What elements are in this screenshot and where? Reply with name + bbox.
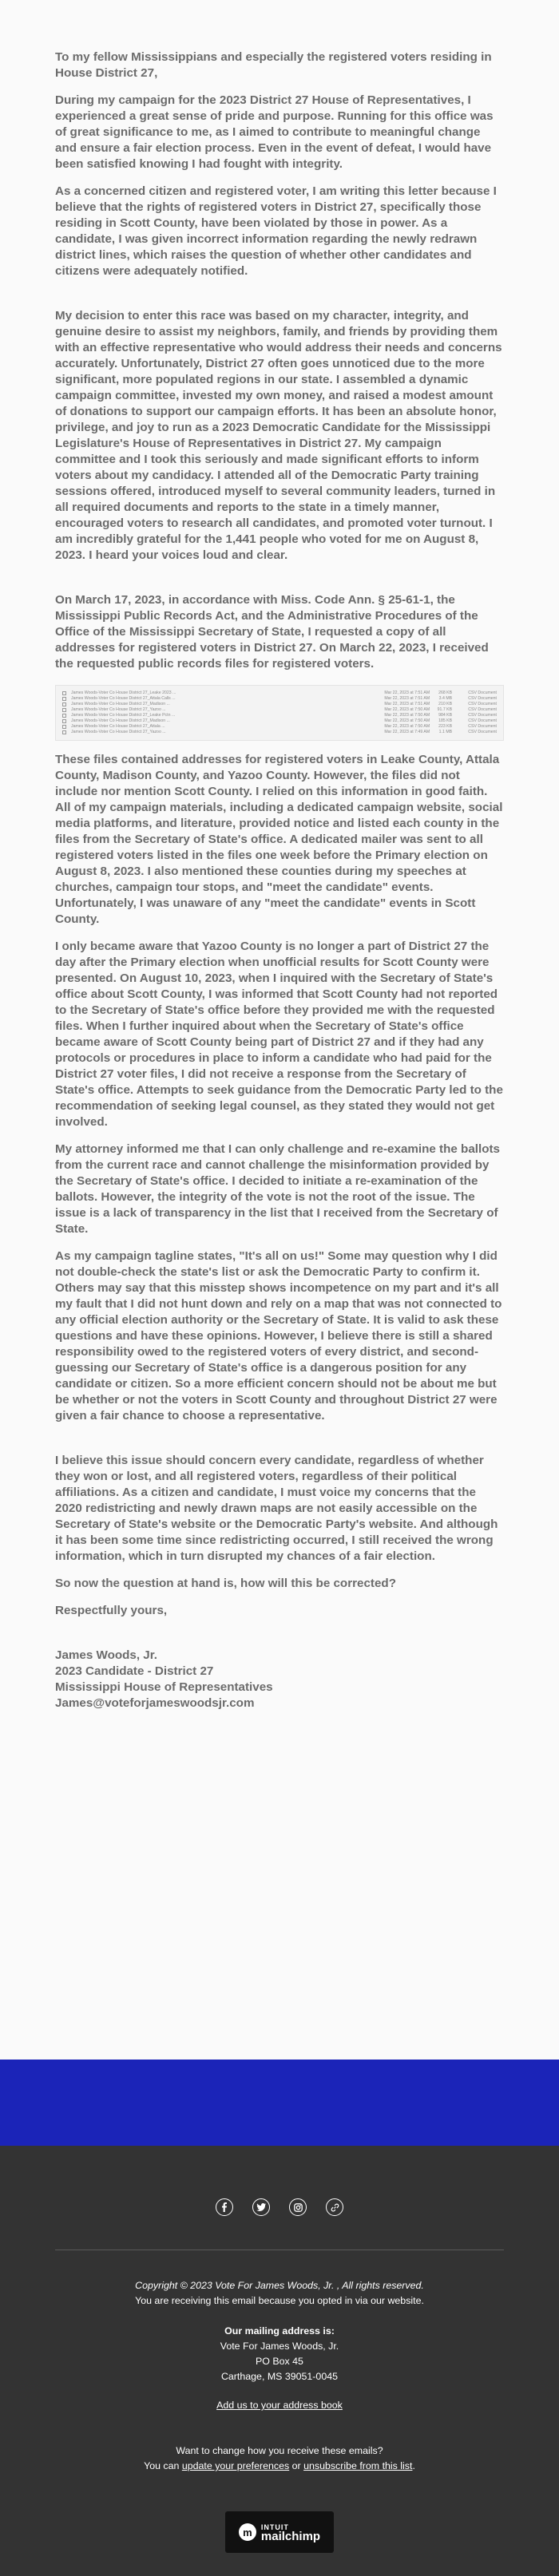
document-icon [62,697,66,701]
file-row[interactable] [62,690,497,696]
blue-band [0,2060,559,2146]
paragraph: So now the question at hand is, how will this be corrected? [55,1577,396,1590]
document-icon [62,708,66,712]
file-size: 223 KB [438,724,453,729]
paragraph: I believe this issue should concern every candidate, regardless of whether they won or lost, and all registered voters, regardless of their political affiliations. As a citizen and candidate, I must voice my concerns that the 2020 redistricting and newly drawn maps are not easily accessible on the Secretary of State's website or the Democratic Party's website. And although it has been some time since redistricting occurred, I still received the wrong information, which in turn disrupted my chances of a fair election. [55,1454,498,1563]
signature-email[interactable]: James@voteforjameswoodsjr.com [55,1696,255,1710]
unsubscribe-link[interactable]: unsubscribe from this list [303,2460,413,2471]
file-size: 984 KB [438,713,453,718]
file-name: James Woods-Voter Co House District 27_Leake Pctn ... [71,713,176,718]
file-date: Mar 22, 2023 at 7:50 AM [384,718,430,723]
file-name: James Woods-Voter Co House District 27_Madison ... [71,702,170,706]
letter-content [55,49,504,1711]
facebook-icon[interactable] [216,2198,233,2216]
file-row[interactable] [62,702,497,707]
file-row[interactable] [62,696,497,702]
file-date: Mar 22, 2023 at 7:51 AM [384,702,430,706]
change-options [0,2459,559,2474]
paragraph: I only became aware that Yazoo County is no longer a part of District 27 the day after the Primary election when unofficial results for Scott County were presented. On August 10, 2023, when I inquired with the Secretary of State's office about Scott County, I was informed that Scott County had not reported to the Secretary of State's office before they provided me with the requested files. When I further inquired about when the Secretary of State's office became aware of Scott County being part of District 27 and if they had any protocols or procedures in place to inform a candidate who had paid for the District 27 voter files, I did not receive a response from the Secretary of State's office. Attempts to seek guidance from the Democratic Party led to the recommendation of seeking legal counsel, as they stated they would not get involved. [55,940,503,1129]
file-size: 3.4 MB [438,696,453,701]
paragraph: My decision to enter this race was based on my character, integrity, and genuine desire to assist my neighbors, family, and friends by providing them with an effective representative who would address their needs and concerns accurately. Unfortunately, District 27 often goes unnoticed due to the more significant, more populated regions in our state. I assembled a dynamic campaign committee, invested my own money, and raised a modest amount of donations to support our campaign efforts. It has been an absolute honor, privilege, and joy to run as a 2023 Democratic Candidate for the Mississippi Legislature's House of Representatives in District 27. My campaign committee and I took this seriously and made significant efforts to inform voters about my candidacy. I attended all of the Democratic Party training sessions offered, introduced myself to several community leaders, turned in all required documents and reports to the state in a timely manner, encouraged voters to research all candidates, and promoted voter turnout. I am incredibly grateful for the 1,441 people who voted for me on August 8, 2023. I heard your voices loud and clear. [55,309,502,562]
badge-line2: mailchimp [260,2530,321,2543]
address-line2: Carthage, MS 39051-0045 [220,2371,339,2382]
signature-name: James Woods, Jr. [55,1648,158,1662]
change-prompt: Want to change how you receive these emails? [176,2445,383,2456]
paragraph: As a concerned citizen and registered voter, I am writing this letter because I believe that the rights of registered voters in District 27, specifically those residing in Scott County, have been violated by those in power. As a candidate, I was given incorrect information regarding the newly redrawn district lines, which raises the question of whether other candidates and citizens were adequately notified. [55,184,497,278]
address-book-link[interactable]: Add us to your address book [216,2400,343,2411]
document-icon [62,719,66,723]
copyright [0,2278,559,2293]
badge-line1: INTUIT [260,2523,289,2531]
paragraph: On March 17, 2023, in accordance with Miss. Code Ann. § 25-61-1, the Mississippi Public Records Act, and the Administrative Procedures of the Office of the Mississippi Secretary of State, I requested a copy of all addresses for registered voters in District 27. On March 22, 2023, I received the requested public records files for registered voters. [55,593,489,671]
file-date: Mar 22, 2023 at 7:50 AM [384,707,430,712]
website-icon[interactable] [326,2198,343,2216]
paragraph: As my campaign tagline states, "It's all on us!" Some may question why I did not double-check the state's list or ask the Democratic Party to confirm it. Others may say that this misstep shows incompetence on my part and it's all my fault that I did not hunt down and rely on a map that was not connected to any official election authority or the Secretary of State. It is valid to ask these questions and have these opinions. However, I believe there is still a shared responsibility owed to the registered voters of every district, and second-guessing our Secretary of State's office is a dangerous position for any candidate or citizen. So a more efficient concern should not be about me but be whether or not the voters in Scott County and throughout District 27 were given a fair chance to choose a representative. [55,1249,502,1423]
document-icon [62,702,66,706]
paragraph: These files contained addresses for registered voters in Leake County, Attala County, Madison County, and Yazoo County. However, the files did not include nor mention Scott County. I relied on this information in good faith. All of my campaign materials, including a dedicated campaign website, social media platforms, and literature, provided notice and listed each county in the files from the Secretary of State's office. A dedicated mailer was sent to all registered voters listed in the files one week before the Primary election on August 8, 2023. I also mentioned these counties during my speeches at churches, campaign tour stops, and "meet the candidate" events. Unfortunately, I was unaware of any "meet the candidate" events in Scott County. [55,753,503,926]
file-name: James Woods-Voter Co House District 27_Attala ... [71,724,165,729]
salutation: To my fellow Mississippians and especially the registered voters residing in House District 27, [55,50,492,80]
change-suffix: . [412,2460,415,2471]
document-icon [62,725,66,729]
file-type: CSV Document [468,730,497,734]
file-date: Mar 22, 2023 at 7:50 AM [384,713,430,718]
file-type: CSV Document [468,724,497,729]
file-date: Mar 22, 2023 at 7:51 AM [384,696,430,701]
mailing-label: Our mailing address is: [224,2325,335,2337]
address-book-row [0,2398,559,2413]
document-icon [62,714,66,718]
file-type: CSV Document [468,718,497,723]
change-middle: or [289,2460,304,2471]
file-size: 1.1 MB [438,730,453,734]
file-size: 210 KB [438,702,453,706]
copyright-text: Copyright © 2023 Vote For James Woods, Jr. , All rights reserved. [135,2280,424,2291]
file-row[interactable] [62,713,497,718]
signature-office: Mississippi House of Representatives [55,1680,273,1694]
file-type: CSV Document [468,690,497,695]
update-preferences-link[interactable]: update your preferences [181,2460,290,2471]
optin-text: You are receiving this email because you opted in via our website. [135,2295,424,2306]
document-icon [62,730,66,734]
address-line1: PO Box 45 [256,2356,303,2367]
change-prefix: You can [144,2460,182,2471]
file-type: CSV Document [468,702,497,706]
paragraph: My attorney informed me that I can only challenge and re-examine the ballots from the current race and cannot challenge the misinformation provided by the Secretary of State's office. I decided to initiate a re-examination of the ballots. However, the integrity of the vote is not the root of the issue. The issue is a lack of transparency in the list that I received from the Secretary of State. [55,1142,501,1236]
mailchimp-logo-icon: m [239,2523,256,2541]
twitter-icon[interactable] [252,2198,270,2216]
mailchimp-badge[interactable] [225,2511,334,2553]
file-date: Mar 22, 2023 at 7:49 AM [384,730,430,734]
document-icon [62,691,66,695]
file-type: CSV Document [468,713,497,718]
file-type: CSV Document [468,696,497,701]
file-date: Mar 22, 2023 at 7:51 AM [384,690,430,695]
file-date: Mar 22, 2023 at 7:50 AM [384,724,430,729]
voter-files-screenshot [55,685,504,741]
closing: Respectfully yours, [55,1604,168,1617]
address-name: Vote For James Woods, Jr. [220,2341,339,2352]
file-name: James Woods-Voter Co House District 27_Yazoo ... [71,730,166,734]
file-size: 91.7 KB [437,707,453,712]
footer [0,2146,559,2576]
file-name: James Woods-Voter Co House District 27_Yazoo ... [71,707,166,712]
paragraph: During my campaign for the 2023 District 27 House of Representatives, I experienced a great sense of pride and purpose. Running for this office was of great significance to me, as I aimed to contribute to meaningful change and ensure a fair election process. Even in the event of defeat, I would have been satisfied knowing I had fought with integrity. [55,93,494,171]
file-name: James Woods-Voter Co House District 27_Attala Calls ... [71,696,176,701]
instagram-icon[interactable] [289,2198,307,2216]
file-size: 185 KB [438,718,453,723]
file-row[interactable] [62,707,497,713]
file-size: 268 KB [438,690,453,695]
file-row[interactable] [62,718,497,724]
file-name: James Woods-Voter Co House District 27_Leake 2023 ... [71,690,176,695]
file-row[interactable] [62,730,497,735]
file-name: James Woods-Voter Co House District 27_Madison ... [71,718,170,723]
file-type: CSV Document [468,707,497,712]
social-links [0,2198,559,2216]
file-row[interactable] [62,724,497,730]
signature-title: 2023 Candidate - District 27 [55,1664,214,1678]
